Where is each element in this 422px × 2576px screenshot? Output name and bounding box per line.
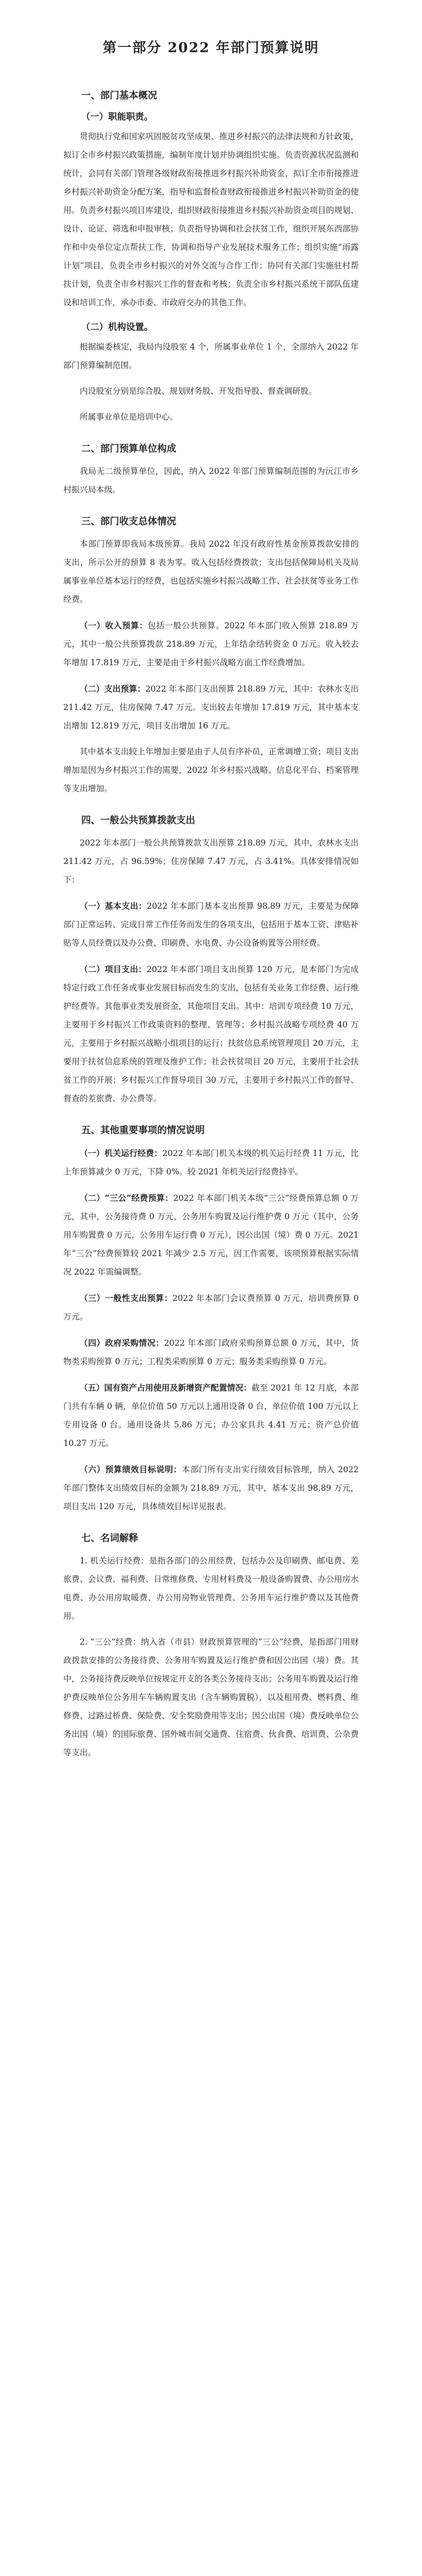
paragraph-text: 本部门预算即我局本级预算。我局 2022 年没有政府性基金预算拨款安排的支出，所示公开的预算 8 表为零。收入包括经费拨款；支出包括保障局机关及局属事业单位基本运行的经费，也包括实施乡村振兴战略工作、社会扶贫等业务工作经费。: [63, 539, 359, 604]
paragraph: [63, 679, 359, 735]
section-heading: 四、一般公共预算拨款支出: [81, 815, 195, 826]
paragraph: [63, 616, 359, 672]
paragraph: [63, 382, 359, 401]
paragraph: [63, 1334, 359, 1371]
paragraph-text: 所属事业单位是培训中心。: [80, 412, 178, 422]
paragraph-text: 我局无二级预算单位，因此，纳入 2022 年部门预算编制范围的为沅江市乡村振兴局本级。: [63, 466, 359, 494]
paragraph-lead: （五）国有资产占用使用及新增资产配置情况：: [80, 1383, 252, 1393]
paragraph-text: 本部门所有支出实行绩效目标管理，纳入 2022 年部门整体支出绩效目标的金额为 218.89 万元，其中，基本支出 98.89 万元，项目支出 120 万元，具体绩效目标详见报表。: [63, 1465, 359, 1511]
paragraph-lead: （一）机关运行经费：: [80, 1148, 162, 1158]
sub-heading: （二）机构设置。: [81, 322, 153, 333]
paragraph-text: 2022 年本部门项目支出预算 120 万元，是本部门为完成特定行政工作任务或事业发展目标而发生的支出，包括有关业务工作经费、运行维护经费等。其他事业类发展资金，其他项目支出。其中：培训专项经费 10 万元，主要用于乡村振兴工作政策资料的整理、管理等；乡村振兴战略专项经费 40 万元，主要用于乡村振兴战略小组项目的运行；扶贫信息系统管理项目 20 万元，主要用于扶贫信息系统的管理及维护工作；社会扶贫项目 20 万元，主要用于社会扶贫工作的开展；乡村振兴工作督导项目 30 万元，主要用于乡村振兴工作的督导、督查的差旅费、办公费等。: [63, 965, 359, 1103]
paragraph: [63, 338, 359, 375]
paragraph-lead: （一）收入预算：: [80, 620, 148, 630]
paragraph-text: 内设股室分别是综合股、规划财务股、开发指导股、督查调研股。: [80, 386, 317, 396]
paragraph: [63, 1289, 359, 1326]
paragraph: [63, 1552, 359, 1626]
document-title: 第一部分 2022 年部门预算说明: [102, 40, 320, 56]
paragraph: [63, 834, 359, 889]
document-body: [63, 88, 359, 1762]
paragraph: [63, 1378, 359, 1453]
paragraph-text: 包括一般公共预算。2022 年本部门收入预算 218.89 万元，其中一般公共预算拨款 218.89 万元，上年结余结转资金 0 万元。收入较去年增加 17.819 万元，主要是由于乡村振兴战略方面工作经费增加。: [63, 621, 359, 667]
paragraph: [63, 1633, 359, 1762]
paragraph-lead: （三）一般性支出预算：: [80, 1293, 173, 1303]
paragraph: [63, 743, 359, 798]
paragraph: [63, 960, 359, 1108]
paragraph: [63, 462, 359, 499]
paragraph-lead: （二）支出预算：: [80, 684, 146, 694]
paragraph-lead: （二）“三公”经费预算：: [80, 1193, 174, 1203]
paragraph: [63, 1460, 359, 1516]
paragraph: [63, 128, 359, 312]
paragraph-text: 贯彻执行党和国家巩固脱贫攻坚成果、推进乡村振兴的法律法规和方针政策，拟订全市乡村振兴政策措施，编制年度计划并协调组织实施。负责资源状况监测和统计，会同有关部门管理各级财政衔接推进乡村振兴补助资金，拟订全市衔接推进乡村振兴补助资金分配方案，指导和监督检查财政衔接推进乡村振兴补助资金的使用。负责乡村振兴项目库建设，组织财政衔接推进乡村振兴补助资金项目的规划、设计、论证、筛选和申报审核；负责指导协调和社会扶贫工作，组织开展东西部协作和中央单位定点帮扶工作，协调和指导产业发展技术服务工作；组织实施“雨露计划”项目，负责全市乡村振兴的对外交流与合作工作；协同有关部门实施驻村帮扶计划，负责全市乡村振兴工作的督查和考核；负责全市乡村振兴系统干部队伍建设和培训工作，承办市委、市政府交办的其他工作。: [63, 132, 359, 307]
paragraph: [63, 897, 359, 952]
paragraph-text: 2022 年本部门一般公共预算拨款支出预算 218.89 万元，其中，农林水支出 211.42 万元，占 96.59%；住房保障 7.47 万元，占 3.41%。具体安排情况如下：: [63, 838, 359, 884]
paragraph: [63, 408, 359, 426]
paragraph-text: 其中基本支出较上年增加主要是由于人员有序补员，正常调增工资；项目支出增加是因为乡村振兴工作的需要，2022 年乡村振兴战略、信息化平台、档案管理等支出增加。: [63, 747, 359, 793]
paragraph-text: 根据编委核定，我局内设股室 4 个，所属事业单位 1 个，全部纳入 2022 年部门预算编制范围。: [63, 342, 359, 370]
paragraph: [63, 535, 359, 609]
paragraph-lead: （二）项目支出：: [80, 964, 147, 974]
section-heading: 一、部门基本概况: [81, 90, 157, 101]
section-heading: 三、部门收支总体情况: [81, 516, 176, 527]
paragraph-text: 2022 年本部门基本支出预算 98.89 万元，主要是为保障部门正常运转、完成日常工作任务而发生的各项支出，包括用于基本工资、津贴补贴等人员经费以及办公费、印刷费、水电费、办公设备购置等公用经费。: [63, 901, 359, 948]
paragraph-text: 1. 机关运行经费：是指各部门的公用经费，包括办公及印刷费、邮电费、差旅费、会议费、福利费、日常维修费、专用材料费及一般设备购置费、办公用房水电费、办公用房取暖费、办公用房物业管理费、公务用车运行维护费以及其他费用。: [63, 1556, 359, 1621]
paragraph-lead: （一）基本支出：: [80, 901, 147, 911]
paragraph-text: 2022 年本部门机关本级的机关运行经费 11 万元，比上年预算减少 0 万元，下降 0%。较 2021 年机关运行经费持平。: [63, 1149, 359, 1177]
paragraph-text: 2. “三公”经费：纳入省（市县）财政预算管理的“三公”经费，是指部门用财政拨款安排的公务接待费、公务用车购置及运行维护费和因公出国（境）费。其中，公务接待费反映单位按规定开支的各类公务接待支出；公务用车购置及运行维护费反映单位公务用车车辆购置支出（含车辆购置税），以及租用费、燃料费、维修费、过路过桥费、保险费、安全奖励费用等支出；因公出国（境）费反映单位公务出国（境）的国际旅费、国外城市间交通费、住宿费、伙食费、培训费、公杂费等支出。: [63, 1637, 359, 1757]
section-heading: 五、其他重要事项的情况说明: [81, 1125, 205, 1136]
paragraph-text: 截至 2021 年 12 月底，本部门共有车辆 0 辆，单位价值 50 万元以上通用设备 0 台，单位价值 100 万元以上专用设备 0 台。通用设备共 5.86 万元；办公家具共 4.41 万元；资产总价值 10.27 万元。: [63, 1383, 359, 1448]
paragraph: [63, 1144, 359, 1181]
sub-heading: （一）职能职责。: [81, 112, 153, 122]
paragraph-text: 2022 年本部门会议费预算 0 万元，培训费预算 0 万元。: [63, 1294, 359, 1321]
paragraph: [63, 1189, 359, 1281]
paragraph-lead: （四）政府采购情况：: [80, 1338, 164, 1348]
section-heading: 七、名词解释: [81, 1533, 138, 1544]
paragraph-text: 2022 年本部门支出预算 218.89 万元，其中：农林水支出 211.42 万元，住房保障 7.47 万元。支出较去年增加 17.819 万元，其中基本支出增加 12.819 万元，项目支出增加 16 万元。: [63, 684, 359, 731]
section-heading: 二、部门预算单位构成: [81, 443, 176, 454]
paragraph-text: 2022 年本部门政府采购预算总额 0 万元，其中，货物类采购预算 0 万元；工程类采购预算 0 万元；服务类采购预算 0 万元。: [63, 1338, 359, 1366]
paragraph-text: 2022 年本部门机关本级“三公”经费预算总额 0 万元，其中，公务接待费 0 万元，公务用车购置及运行维护费 0 万元（其中，公务用车购置费 0 万元，公务用车运行费 0 万元），因公出国（境）费 0 万元。2021 年“三公”经费预算较 2021 年减少 2.5 万元，因工作需要，该项预算根据实际情况 2022 年需编调整。: [63, 1193, 359, 1277]
paragraph-lead: （六）预算绩效目标说明：: [80, 1464, 182, 1474]
